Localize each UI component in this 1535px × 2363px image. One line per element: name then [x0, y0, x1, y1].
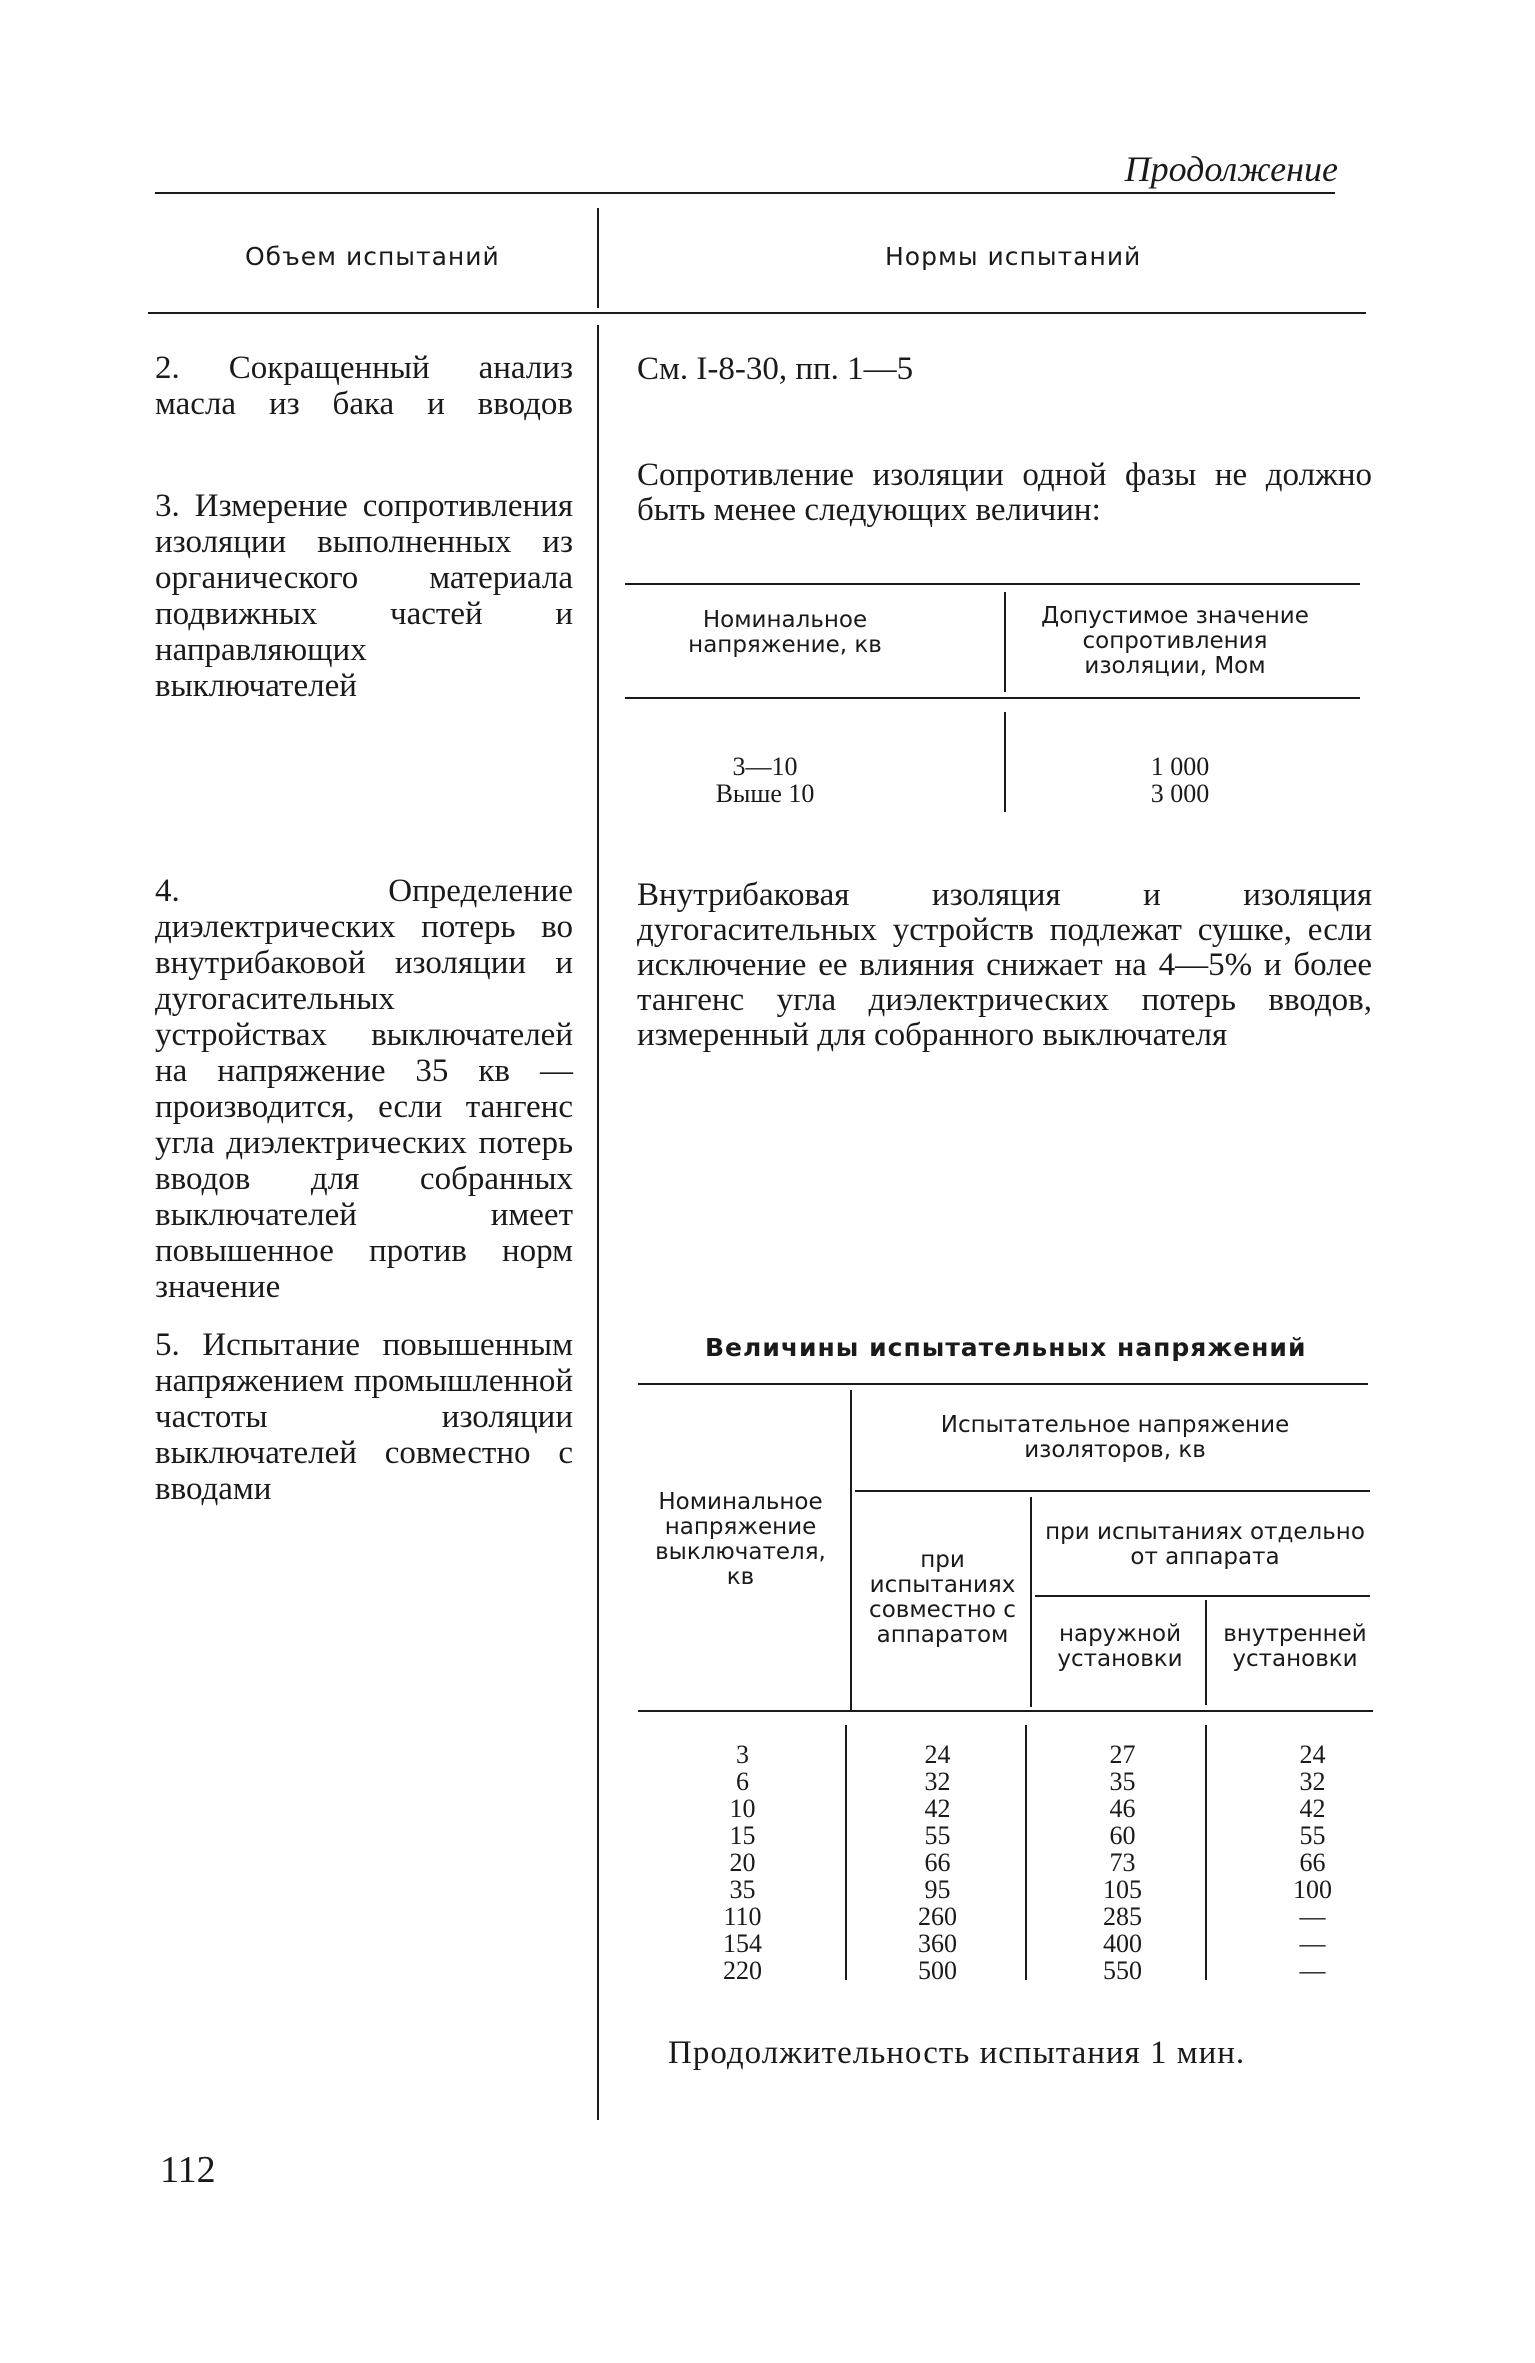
table2-header-outdoor: наружной установки	[1057, 1621, 1183, 1672]
test-duration: Продолжительность испытания 1 мин.	[668, 2035, 1246, 2071]
table2-header-nominal: Номинальное напряжение выключателя, кв	[655, 1489, 826, 1590]
item-4-text: 4. Определение диэлектрических потерь во внутрибаковой изоляции и дугогасительных устройствах выключателей на напряжение 35 кв — производится, если тангенс угла диэлектрических потерь вводов для собранных выключателей имеет повышенное против норм значение	[155, 873, 573, 1305]
table2-col-indoor: 24 32 42 55 66 100 — — —	[1293, 1740, 1332, 1985]
top-rule	[155, 192, 1335, 194]
table2-col-nominal: 3 6 10 15 20 35 110 154 220	[723, 1740, 762, 1985]
table2-col-joint: 24 32 42 55 66 95 260 360 500	[918, 1740, 957, 1985]
item-2-text: 2. Сокращенный анализ масла из бака и вводов	[155, 350, 573, 422]
header-bottom-rule	[148, 312, 1366, 314]
item-5-text: 5. Испытание повышенным напряжением промышленной частоты изоляции выключателей совместно с вводами	[155, 1327, 573, 1507]
table2-header-rule	[638, 1710, 1373, 1712]
column-header-left: Объем испытаний	[245, 242, 500, 271]
item-2-norm: См. I-8-30, пп. 1—5	[637, 351, 914, 387]
table2-header-indoor: внутренней установки	[1223, 1621, 1367, 1672]
table2-header-joint: при испытаниях совместно с аппаратом	[869, 1547, 1016, 1648]
table2-header-test-voltage: Испытательное напряжение изоляторов, кв	[940, 1412, 1290, 1463]
continuation-label: Продолжение	[1124, 149, 1338, 189]
table2-mid-rule-1	[855, 1490, 1370, 1492]
table1-header-voltage: Номинальное напряжение, кв	[688, 607, 882, 658]
table1-header-rule	[625, 697, 1360, 699]
table2-divider-1	[850, 1390, 852, 1710]
item-3-norm: Сопротивление изоляции одной фазы не должно быть менее следующих величин:	[637, 457, 1372, 528]
column-divider	[597, 325, 599, 2120]
table1-top-rule	[625, 583, 1360, 585]
table2-header-separate: при испытаниях отдельно от аппарата	[1045, 1519, 1365, 1570]
table2-body-divider-2	[1025, 1725, 1027, 1980]
table1-header-divider	[1004, 592, 1006, 692]
table1-col-voltage: 3—10 Выше 10	[715, 752, 815, 808]
page-number: 112	[160, 2149, 216, 2191]
header-divider	[597, 208, 599, 308]
table2-divider-2	[1030, 1497, 1032, 1707]
item-4-norm: Внутрибаковая изоляция и изоляция дугогасительных устройств подлежат сушке, если исключение ее влияния снижает на 4—5% и более тангенс угла диэлектрических потерь вводов, измеренный для собранного выключателя	[637, 877, 1372, 1053]
table2-caption: Величины испытательных напряжений	[705, 1333, 1307, 1362]
table2-mid-rule-2	[1035, 1595, 1370, 1597]
table2-divider-3	[1205, 1600, 1207, 1705]
table2-body-divider-1	[845, 1725, 847, 1980]
table2-top-rule	[638, 1383, 1368, 1385]
table2-col-outdoor: 27 35 46 60 73 105 285 400 550	[1103, 1740, 1142, 1985]
table1-body-divider	[1004, 712, 1006, 812]
table2-body-divider-3	[1205, 1725, 1207, 1980]
column-header-right: Нормы испытаний	[885, 242, 1142, 271]
table1-header-resistance: Допустимое значение сопротивления изоляции, Мом	[1041, 603, 1309, 679]
table1-col-resistance: 1 000 3 000	[1150, 752, 1210, 808]
item-3-text: 3. Измерение сопротивления изоляции выполненных из органического материала подвижных частей и направляющих выключателей	[155, 488, 573, 704]
